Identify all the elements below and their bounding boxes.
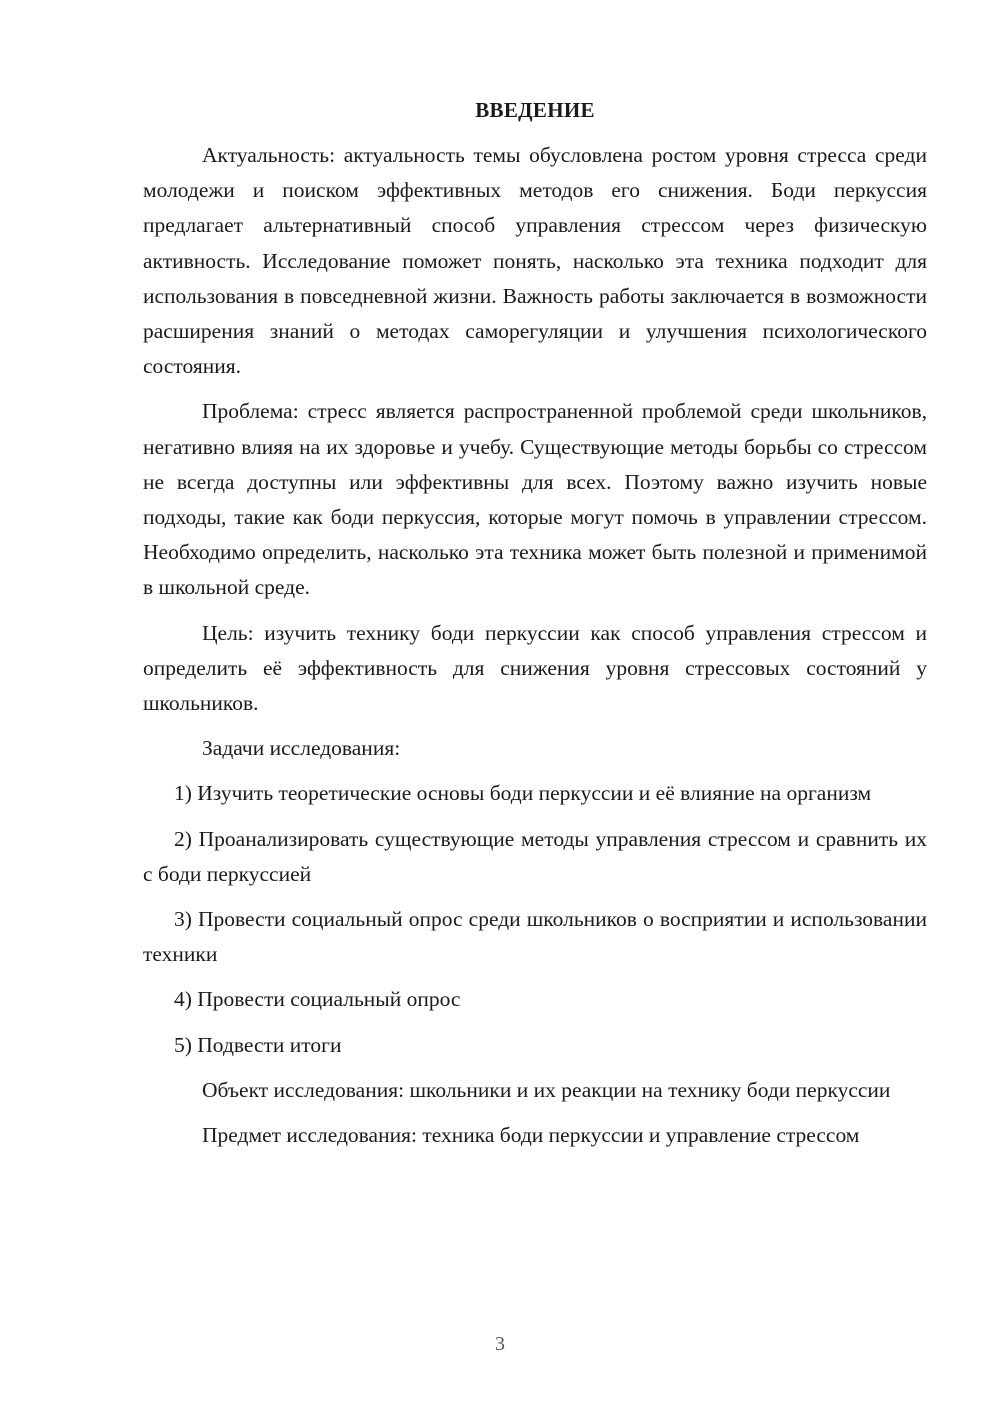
- task-item-2: 2) Проанализировать существующие методы управления стрессом и сравнить их с боди перкуссией: [143, 826, 927, 886]
- relevance-paragraph: Актуальность: актуальность темы обусловлена ростом уровня стресса среди молодежи и поиском эффективных методов его снижения. Боди перкуссия предлагает альтернативный способ управления стрессом через физическую активность. Исследование поможет понять, насколько эта техника подходит для использования в повседневной жизни. Важность работы заключается в возможности расширения знаний о методах саморегуляции и улучшения психологического состояния.: [143, 143, 927, 379]
- task-item-5: 5) Подвести итоги: [174, 1032, 342, 1057]
- task-item-1: 1) Изучить теоретические основы боди перкуссии и её влияние на организм: [174, 781, 872, 806]
- problem-paragraph: Проблема: стресс является распространенной проблемой среди школьников, негативно влияя на их здоровье и учебу. Существующие методы борьбы со стрессом не всегда доступны или эффективны для всех. Поэтому важно изучить новые подходы, такие как боди перкуссия, которые могут помочь в управлении стрессом. Необходимо определить, насколько эта техника может быть полезной и применимой в школьной среде.: [143, 399, 927, 600]
- subject-paragraph: Предмет исследования: техника боди перкуссии и управление стрессом: [202, 1123, 860, 1148]
- page-number: 3: [495, 1333, 505, 1355]
- object-paragraph: Объект исследования: школьники и их реакции на технику боди перкуссии: [202, 1077, 891, 1102]
- task-item-3: 3) Провести социальный опрос среди школьников о восприятии и использовании техники: [143, 907, 927, 967]
- document-page: [143, 96, 927, 1163]
- goal-paragraph: Цель: изучить технику боди перкуссии как способ управления стрессом и определить её эффективность для снижения уровня стрессовых состояний у школьников.: [143, 620, 927, 716]
- section-title: ВВЕДЕНИЕ: [475, 98, 595, 122]
- task-item-4: 4) Провести социальный опрос: [174, 987, 461, 1012]
- tasks-heading: Задачи исследования:: [202, 736, 401, 761]
